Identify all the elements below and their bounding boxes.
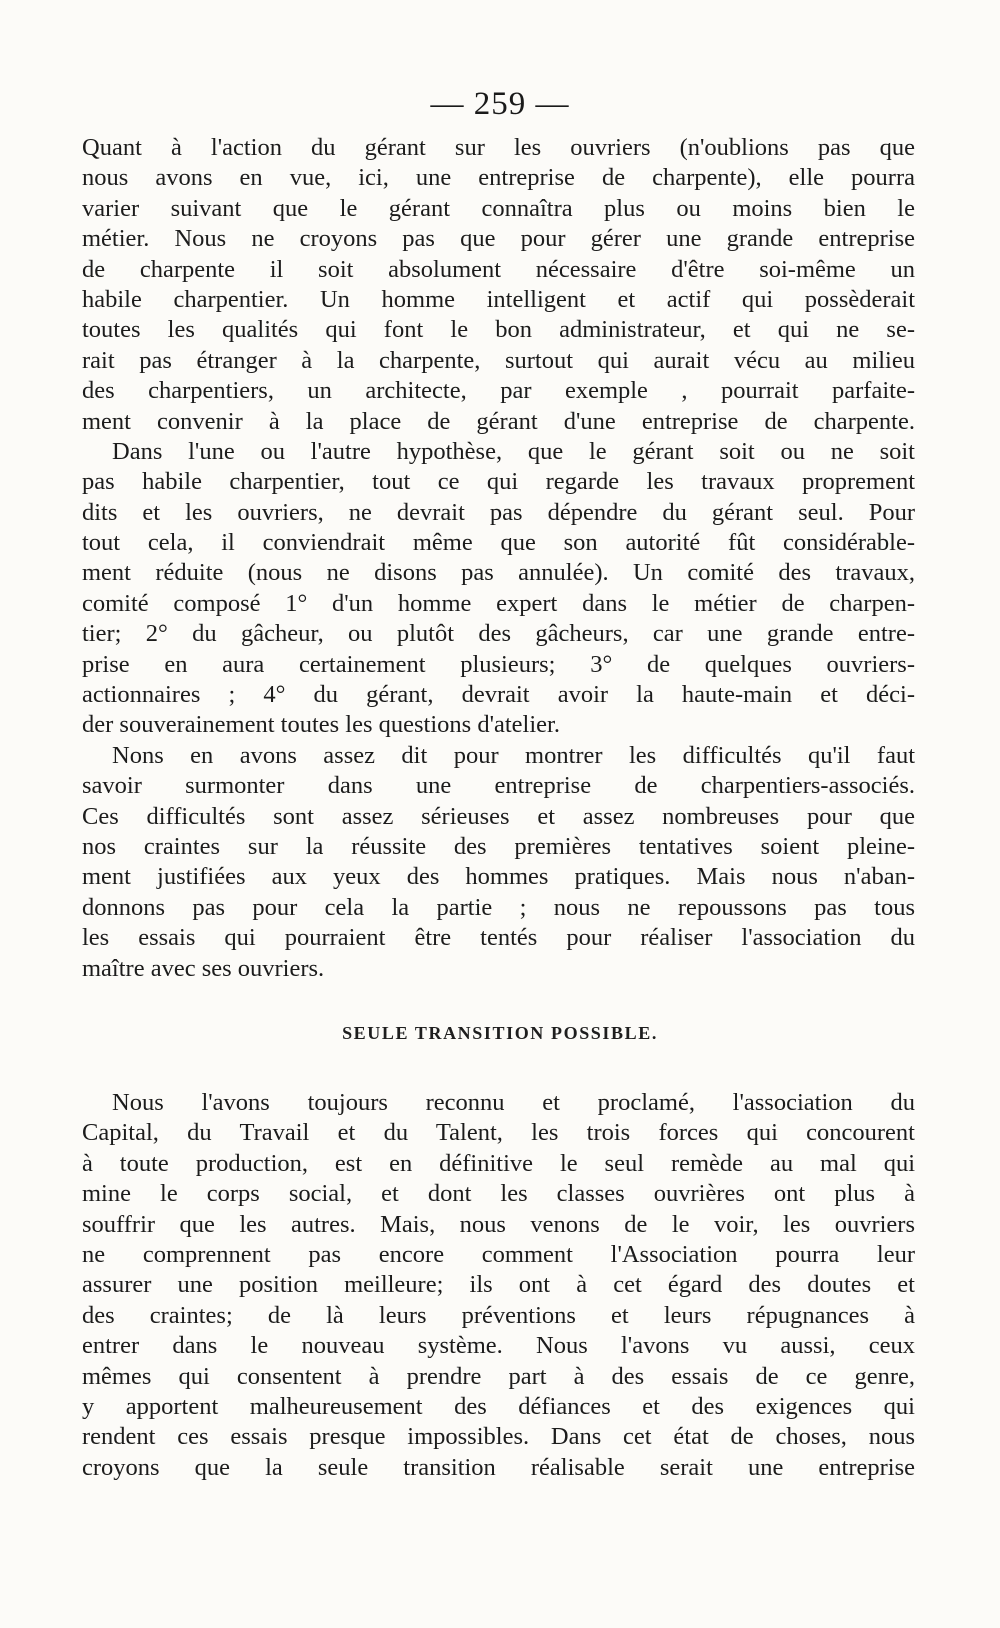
text-line: rendent ces essais presque impossibles. Dans cet état de choses, nous	[82, 1423, 915, 1451]
text-line: entrer dans le nouveau système. Nous l'avons vu aussi, ceux	[82, 1332, 915, 1360]
text-line: maître avec ses ouvriers.	[82, 954, 325, 982]
text-block-main	[82, 133, 915, 984]
page-number: — 259 —	[430, 86, 570, 122]
text-line: mêmes qui consentent à prendre part à des essais de ce genre,	[82, 1362, 915, 1390]
text-line: Quant à l'action du gérant sur les ouvriers (n'oublions pas que	[82, 134, 915, 161]
text-line: habile charpentier. Un homme intelligent et actif qui possèderait	[82, 285, 915, 313]
text-line: Nous l'avons toujours reconnu et proclamé, l'association du	[112, 1089, 915, 1116]
text-block-section	[82, 1088, 915, 1483]
text-line: de charpente il soit absolument nécessaire d'être soi-même un	[82, 255, 915, 283]
text-line: dits et les ouvriers, ne devrait pas dépendre du gérant seul. Pour	[82, 498, 915, 526]
text-line: der souverainement toutes les questions d'atelier.	[82, 711, 560, 739]
text-line: tout cela, il conviendrait même que son autorité fût considérable-	[82, 529, 915, 557]
text-line: rait pas étranger à la charpente, surtout qui aurait vécu au milieu	[82, 346, 915, 374]
text-line: Nons en avons assez dit pour montrer les difficultés qu'il faut	[112, 741, 915, 769]
text-line: souffrir que les autres. Mais, nous venons de le voir, les ouvriers	[82, 1210, 915, 1238]
text-line: donnons pas pour cela la partie ; nous ne repoussons pas tous	[82, 893, 915, 921]
text-line: ne comprennent pas encore comment l'Association pourra leur	[82, 1240, 915, 1268]
text-line: Dans l'une ou l'autre hypothèse, que le gérant soit ou ne soit	[112, 437, 915, 465]
text-line: ment réduite (nous ne disons pas annulée). Un comité des travaux,	[82, 559, 915, 587]
text-line: actionnaires ; 4° du gérant, devrait avoir la haute-main et déci-	[82, 681, 915, 709]
text-line: croyons que la seule transition réalisable serait une entreprise	[82, 1453, 915, 1481]
text-line: Capital, du Travail et du Talent, les trois forces qui concourent	[82, 1119, 915, 1147]
text-line: prise en aura certainement plusieurs; 3° de quelques ouvriers-	[82, 650, 915, 678]
section-heading: SEULE TRANSITION POSSIBLE.	[342, 1023, 658, 1043]
text-line: métier. Nous ne croyons pas que pour gérer une grande entreprise	[82, 225, 915, 253]
text-line: varier suivant que le gérant connaîtra plus ou moins bien le	[82, 194, 915, 222]
text-line: à toute production, est en définitive le seul remède au mal qui	[82, 1149, 915, 1177]
text-line: Ces difficultés sont assez sérieuses et assez nombreuses pour que	[82, 802, 915, 830]
text-line: mine le corps social, et dont les classes ouvrières ont plus à	[82, 1180, 915, 1208]
text-line: nous avons en vue, ici, une entreprise de charpente), elle pourra	[82, 164, 915, 192]
text-line: nos craintes sur la réussite des premières tentatives soient pleine-	[82, 832, 915, 860]
text-line: comité composé 1° d'un homme expert dans le métier de charpen-	[82, 589, 915, 617]
text-line: des charpentiers, un architecte, par exemple , pourrait parfaite-	[82, 377, 915, 405]
text-line: pas habile charpentier, tout ce qui regarde les travaux proprement	[82, 468, 915, 496]
text-line: savoir surmonter dans une entreprise de charpentiers-associés.	[82, 772, 915, 800]
text-line: des craintes; de là leurs préventions et leurs répugnances à	[82, 1301, 915, 1329]
text-line: les essais qui pourraient être tentés pour réaliser l'association du	[82, 924, 915, 952]
text-line: assurer une position meilleure; ils ont à cet égard des doutes et	[82, 1271, 915, 1299]
text-line: y apportent malheureusement des défiances et des exigences qui	[82, 1392, 915, 1420]
text-line: ment justifiées aux yeux des hommes pratiques. Mais nous n'aban-	[82, 863, 915, 891]
text-line: toutes les qualités qui font le bon administrateur, et qui ne se-	[82, 316, 915, 344]
text-line: tier; 2° du gâcheur, ou plutôt des gâcheurs, car une grande entre-	[82, 620, 915, 648]
text-line: ment convenir à la place de gérant d'une entreprise de charpente.	[82, 407, 915, 435]
